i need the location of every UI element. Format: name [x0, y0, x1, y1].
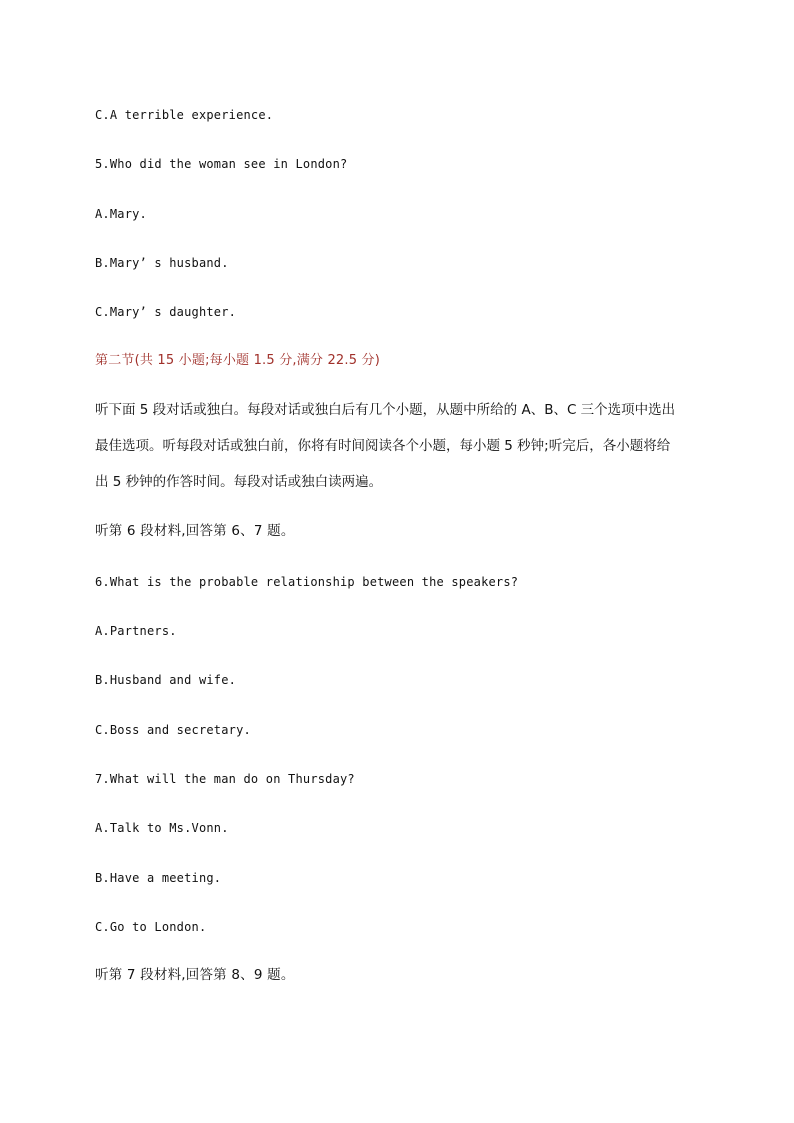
q6-option-b: B.Husband and wife. — [95, 673, 237, 687]
instructions-line-3: 出 5 秒钟的作答时间。每段对话或独白读两遍。 — [95, 474, 383, 490]
q6-option-a: A.Partners. — [95, 624, 177, 638]
q7-option-a: A.Talk to Ms.Vonn. — [95, 821, 229, 835]
instructions-line-2: 最佳选项。听每段对话或独白前，你将有时间阅读各个小题，每小题 5 秒钟;听完后，各小题将给 — [95, 438, 671, 454]
material-6-heading: 听第 6 段材料,回答第 6、7 题。 — [95, 523, 295, 539]
q7-option-c: C.Go to London. — [95, 920, 207, 934]
section2-heading: 第二节(共 15 小题;每小题 1.5 分,满分 22.5 分) — [95, 353, 381, 368]
q7-option-b: B.Have a meeting. — [95, 871, 222, 885]
section2-instructions — [95, 392, 695, 500]
q7-question: 7.What will the man do on Thursday? — [95, 772, 355, 786]
instructions-line-1: 听下面 5 段对话或独白。每段对话或独白后有几个小题，从题中所给的 A、B、C 三个选项中选出 — [95, 402, 676, 418]
q5-option-a: A.Mary. — [95, 207, 147, 221]
q5-option-c: C.Mary’ s daughter. — [95, 305, 237, 319]
q4-option-c: C.A terrible experience. — [95, 108, 274, 122]
q5-option-b: B.Mary’ s husband. — [95, 256, 229, 270]
q6-option-c: C.Boss and secretary. — [95, 723, 251, 737]
q6-question: 6.What is the probable relationship between the speakers? — [95, 575, 519, 589]
material-7-heading: 听第 7 段材料,回答第 8、9 题。 — [95, 967, 295, 983]
q5-question: 5.Who did the woman see in London? — [95, 157, 348, 171]
